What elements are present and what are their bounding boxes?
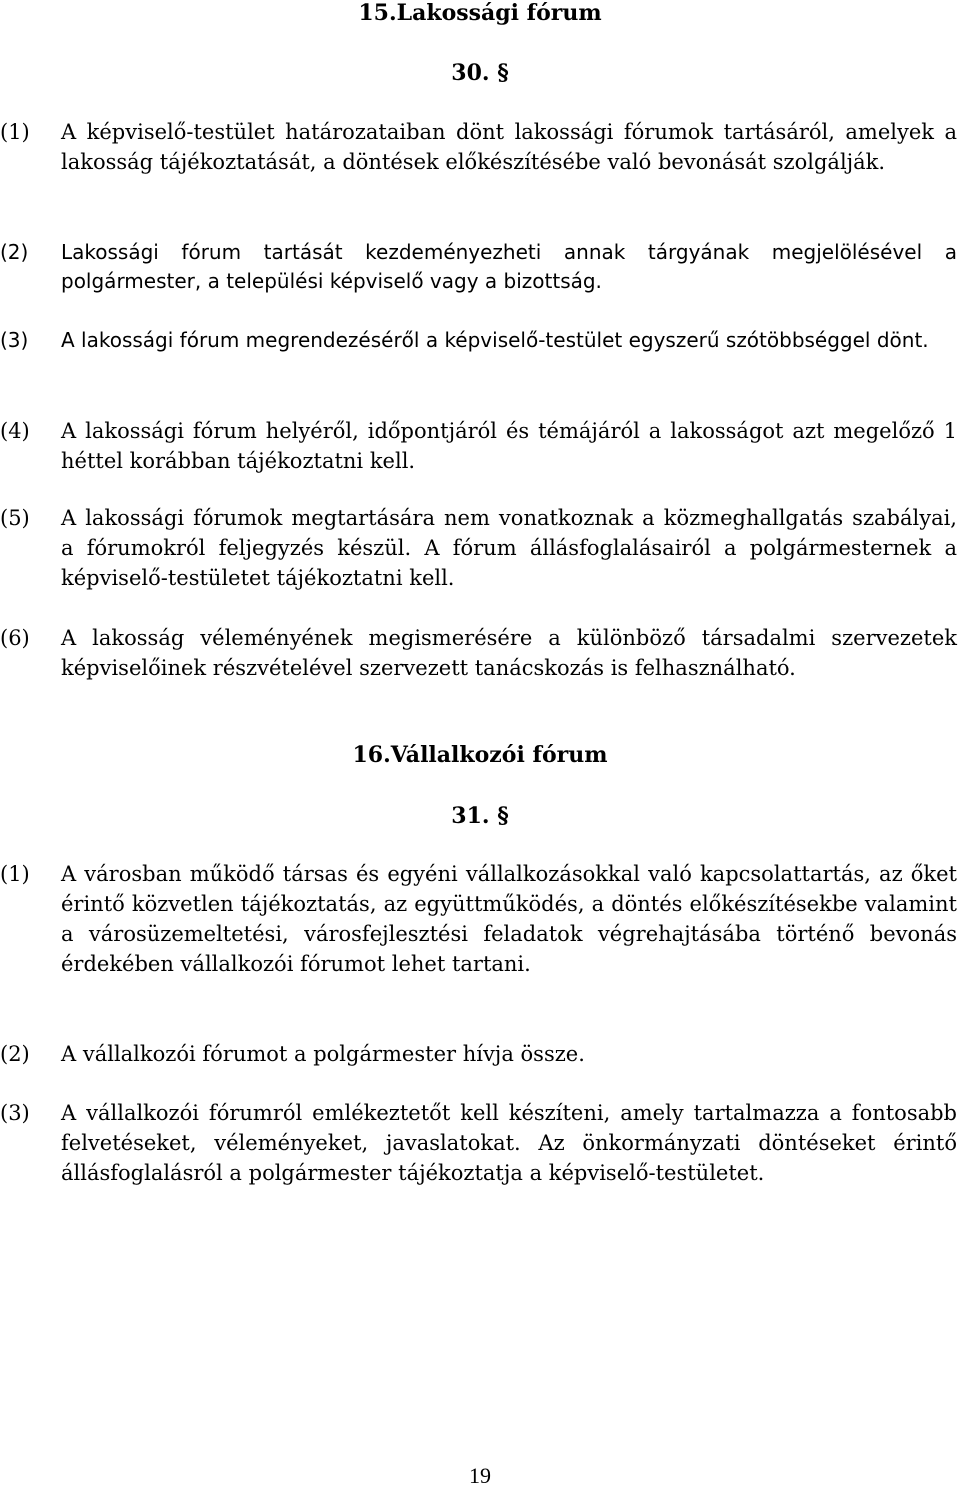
page-number: 19 — [469, 1463, 491, 1488]
item-number: (1) — [0, 120, 30, 144]
item-text: A képviselő-testület határozataiban dönt lakossági fórumok tartásáról, amelyek a lakosság tájékoztatását, a döntések előkészítésébe való bevonását szolgálják. — [61, 120, 957, 174]
section-title-16: 16.Vállalkozói fórum — [352, 742, 608, 768]
item-number: (5) — [0, 506, 30, 530]
item-text: A lakossági fórum helyéről, időpontjáról és témájáról a lakosságot azt megelőző 1 héttel korábban tájékoztatni kell. — [61, 419, 957, 473]
section-title-15: 15.Lakossági fórum — [358, 0, 602, 26]
item-text: A lakossági fórumok megtartására nem vonatkoznak a közmeghallgatás szabályai, a fórumokról feljegyzés készül. A fórum állásfoglalásairól a polgármesternek a képviselő-testületet tájékoztatni kell. — [61, 506, 957, 590]
item-number: (1) — [0, 862, 30, 886]
item-text: A vállalkozói fórumot a polgármester hívja össze. — [61, 1042, 585, 1066]
item-text: A városban működő társas és egyéni vállalkozásokkal való kapcsolattartás, az őket érintő közvetlen tájékoztatás, az együttműködés, a döntés előkészítésekbe valamint a városüzemeltetési, városfejlesztési feladatok végrehajtásába történő bevonás érdekében vállalkozói fórumot lehet tartani. — [61, 862, 957, 976]
item-text: A vállalkozói fórumról emlékeztetőt kell készíteni, amely tartalmazza a fontosabb felvetéseket, véleményeket, javaslatokat. Az önkormányzati döntéseket érintő állásfoglalásról a polgármester tájékoztatja a képviselő-testületet. — [61, 1101, 957, 1185]
item-text: Lakossági fórum tartását kezdeményezheti annak tárgyának megjelölésével a polgármester, a települési képviselő vagy a bizottság. — [61, 240, 957, 293]
item-text: A lakosság véleményének megismerésére a különböző társadalmi szervezetek képviselőinek részvételével szervezett tanácskozás is felhasználható. — [61, 626, 957, 680]
item-number: (6) — [0, 626, 30, 650]
item-number: (2) — [0, 240, 29, 264]
item-number: (2) — [0, 1042, 30, 1066]
item-number: (3) — [0, 1101, 30, 1125]
item-text: A lakossági fórum megrendezéséről a képviselő-testület egyszerű szótöbbséggel dönt. — [61, 328, 929, 352]
item-number: (3) — [0, 328, 29, 352]
item-number: (4) — [0, 419, 30, 443]
paragraph-number-31: 31. § — [451, 803, 509, 829]
paragraph-number-30: 30. § — [451, 60, 509, 86]
